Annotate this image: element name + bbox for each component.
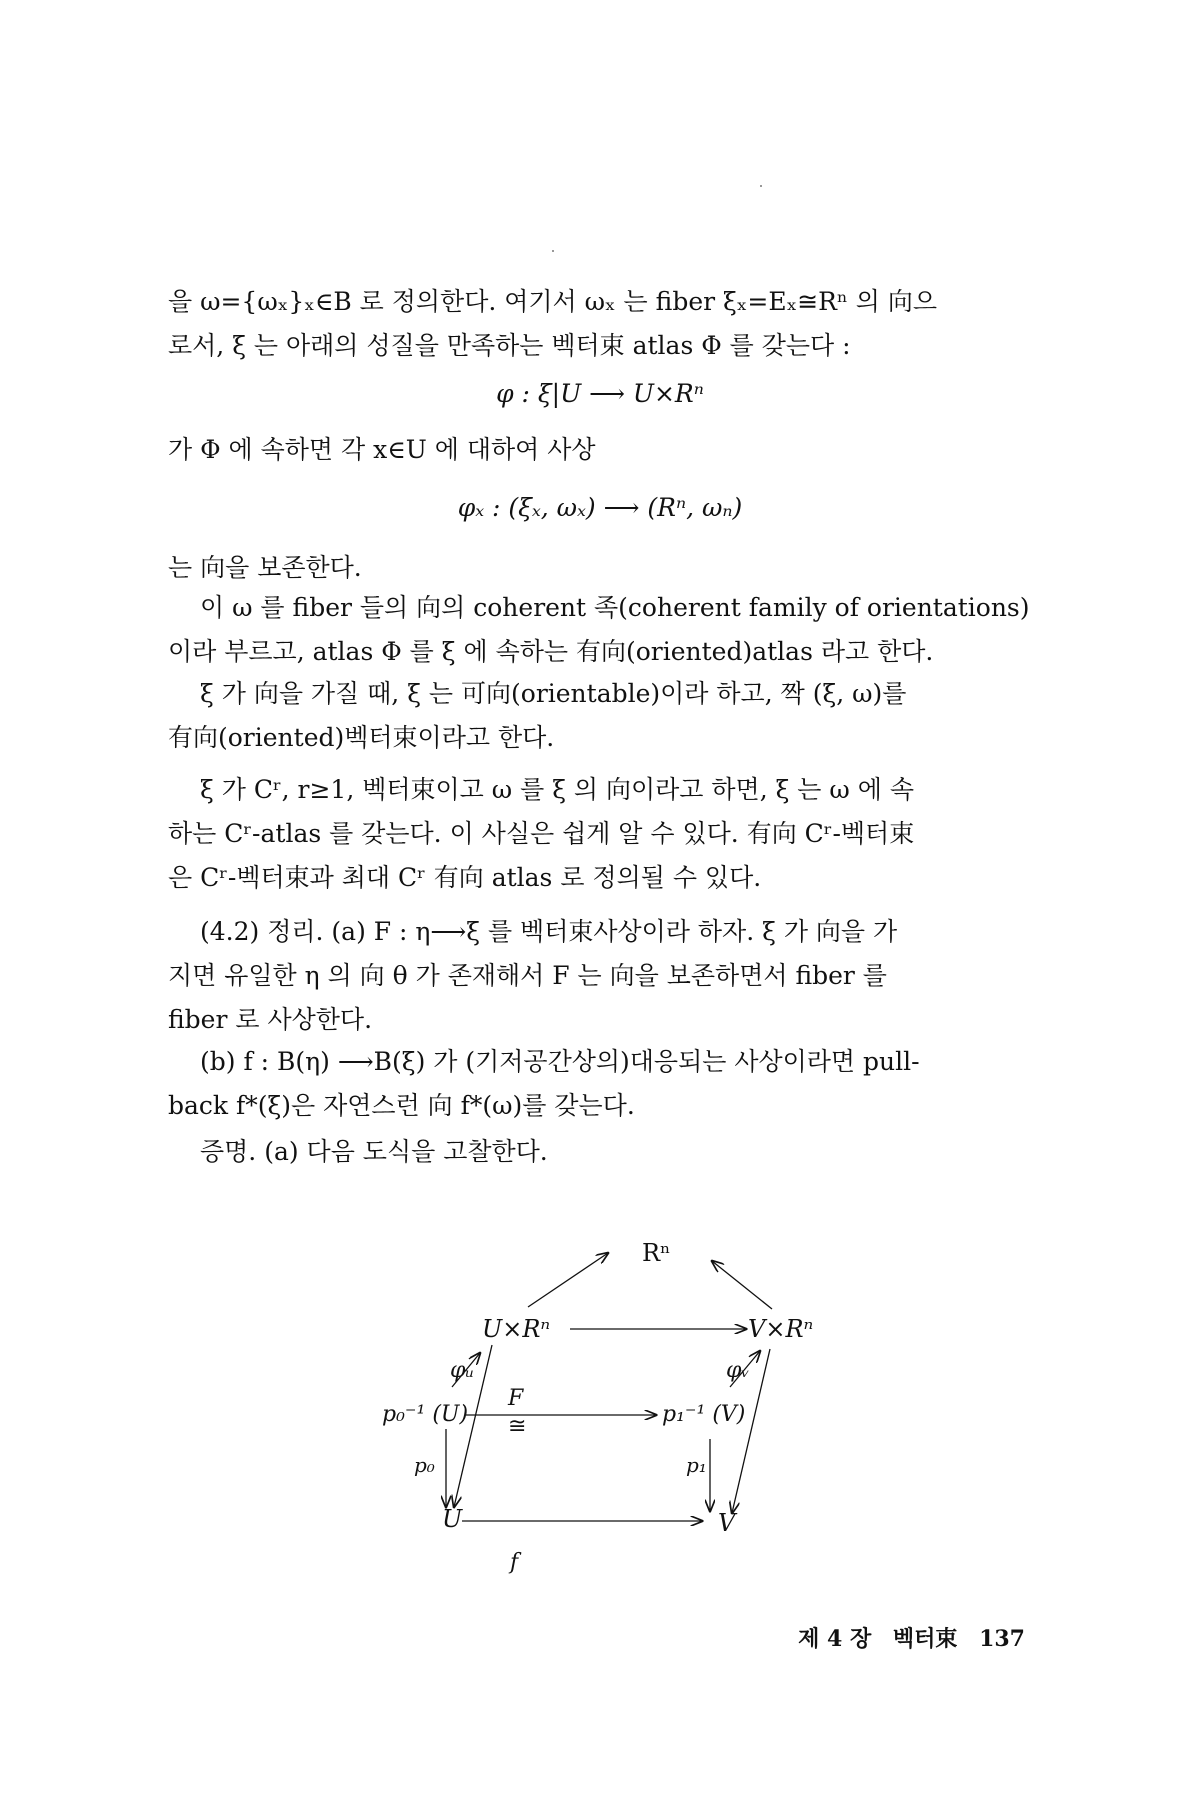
text-line: fiber 로 사상한다. bbox=[168, 1005, 373, 1034]
text-line: 지면 유일한 η 의 向 θ 가 존재해서 F 는 向을 보존하면서 fiber 를 bbox=[168, 961, 887, 990]
paragraph-preserve bbox=[168, 546, 1042, 590]
label-p1: p₁ bbox=[686, 1453, 707, 1477]
text-line: back f*(ξ)은 자연스런 向 f*(ω)를 갖는다. bbox=[168, 1091, 635, 1120]
text-line: ξ 가 向을 가질 때, ξ 는 可向(orientable)이라 하고, 짝 (ξ, ω)를 bbox=[200, 679, 907, 708]
label-p0: p₀ bbox=[414, 1453, 435, 1477]
label-p0-inverse-U: p₀⁻¹ (U) bbox=[382, 1402, 469, 1427]
page-footer bbox=[784, 1622, 1025, 1653]
formula-chart-map: φ : ξ|U ⟶ U×Rⁿ bbox=[496, 379, 704, 408]
page-number: 137 bbox=[979, 1626, 1025, 1652]
arrow-UxRn-to-Rn bbox=[528, 1253, 608, 1307]
text-line: ξ 가 Cʳ, r≥1, 벡터束이고 ω 를 ξ 의 向이라고 하면, ξ 는 ω 에 속 bbox=[200, 775, 914, 804]
text-line: (4.2) 정리. (a) F : η⟶ξ 를 벡터束사상이라 하자. ξ 가 向을 가 bbox=[200, 917, 898, 946]
text-line: 은 Cʳ-벡터束과 최대 Cʳ 有向 atlas 로 정의될 수 있다. bbox=[168, 863, 762, 892]
text-line: 有向(oriented)벡터束이라고 한다. bbox=[168, 723, 555, 752]
paragraph-cr-bundle bbox=[168, 768, 1042, 900]
label-approx: ≅ bbox=[508, 1414, 527, 1439]
paragraph-proof-start bbox=[168, 1130, 1042, 1174]
text-line: 가 Φ 에 속하면 각 x∈U 에 대하여 사상 bbox=[168, 435, 596, 464]
text-line: 로서, ξ 는 아래의 성질을 만족하는 벡터束 atlas Φ 를 갖는다 : bbox=[168, 331, 851, 360]
text-line: 증명. (a) 다음 도식을 고찰한다. bbox=[200, 1137, 548, 1166]
footer-title: 벡터束 bbox=[892, 1626, 958, 1652]
text-line: 이 ω 를 fiber 들의 向의 coherent 족(coherent family of orientations) bbox=[200, 593, 1030, 622]
label-UxRn: U×Rⁿ bbox=[482, 1315, 551, 1343]
label-U: U bbox=[442, 1505, 463, 1533]
label-F: F bbox=[508, 1386, 524, 1411]
label-p1-inverse-V: p₁⁻¹ (V) bbox=[662, 1402, 746, 1427]
formula-fiber-map: φₓ : (ξₓ, ωₓ) ⟶ (Rⁿ, ωₙ) bbox=[457, 493, 743, 522]
label-f: f bbox=[510, 1550, 519, 1575]
arrow-VxRn-to-Rn bbox=[712, 1261, 772, 1309]
footer-chapter: 제 4 장 bbox=[798, 1626, 872, 1652]
paragraph-theorem-a bbox=[168, 910, 1042, 1042]
text-line: 는 向을 보존한다. bbox=[168, 553, 362, 582]
commutative-diagram bbox=[360, 1225, 880, 1575]
scan-speck bbox=[760, 185, 762, 187]
label-phi-v: φᵥ bbox=[726, 1358, 750, 1383]
label-phi-u: φᵤ bbox=[450, 1358, 475, 1383]
paragraph-condition bbox=[168, 428, 1042, 472]
label-Rn: Rⁿ bbox=[642, 1239, 671, 1267]
label-VxRn: V×Rⁿ bbox=[748, 1315, 814, 1343]
label-V: V bbox=[718, 1509, 736, 1537]
text-line: (b) f : B(η) ⟶B(ξ) 가 (기저공간상의)대응되는 사상이라면 pull- bbox=[200, 1047, 920, 1076]
paragraph-theorem-b bbox=[168, 1040, 1042, 1128]
scan-speck bbox=[552, 250, 554, 252]
paragraph-orientation-def bbox=[168, 280, 1042, 368]
paragraph-orientable bbox=[168, 672, 1042, 760]
paragraph-coherent-family bbox=[168, 586, 1042, 674]
text-line: 을 ω={ωₓ}ₓ∈B 로 정의한다. 여기서 ωₓ 는 fiber ξₓ=Eₓ≅Rⁿ 의 向으 bbox=[168, 287, 937, 316]
text-line: 하는 Cʳ-atlas 를 갖는다. 이 사실은 쉽게 알 수 있다. 有向 Cʳ-벡터束 bbox=[168, 819, 915, 848]
text-line: 이라 부르고, atlas Φ 를 ξ 에 속하는 有向(oriented)atlas 라고 한다. bbox=[168, 637, 934, 666]
